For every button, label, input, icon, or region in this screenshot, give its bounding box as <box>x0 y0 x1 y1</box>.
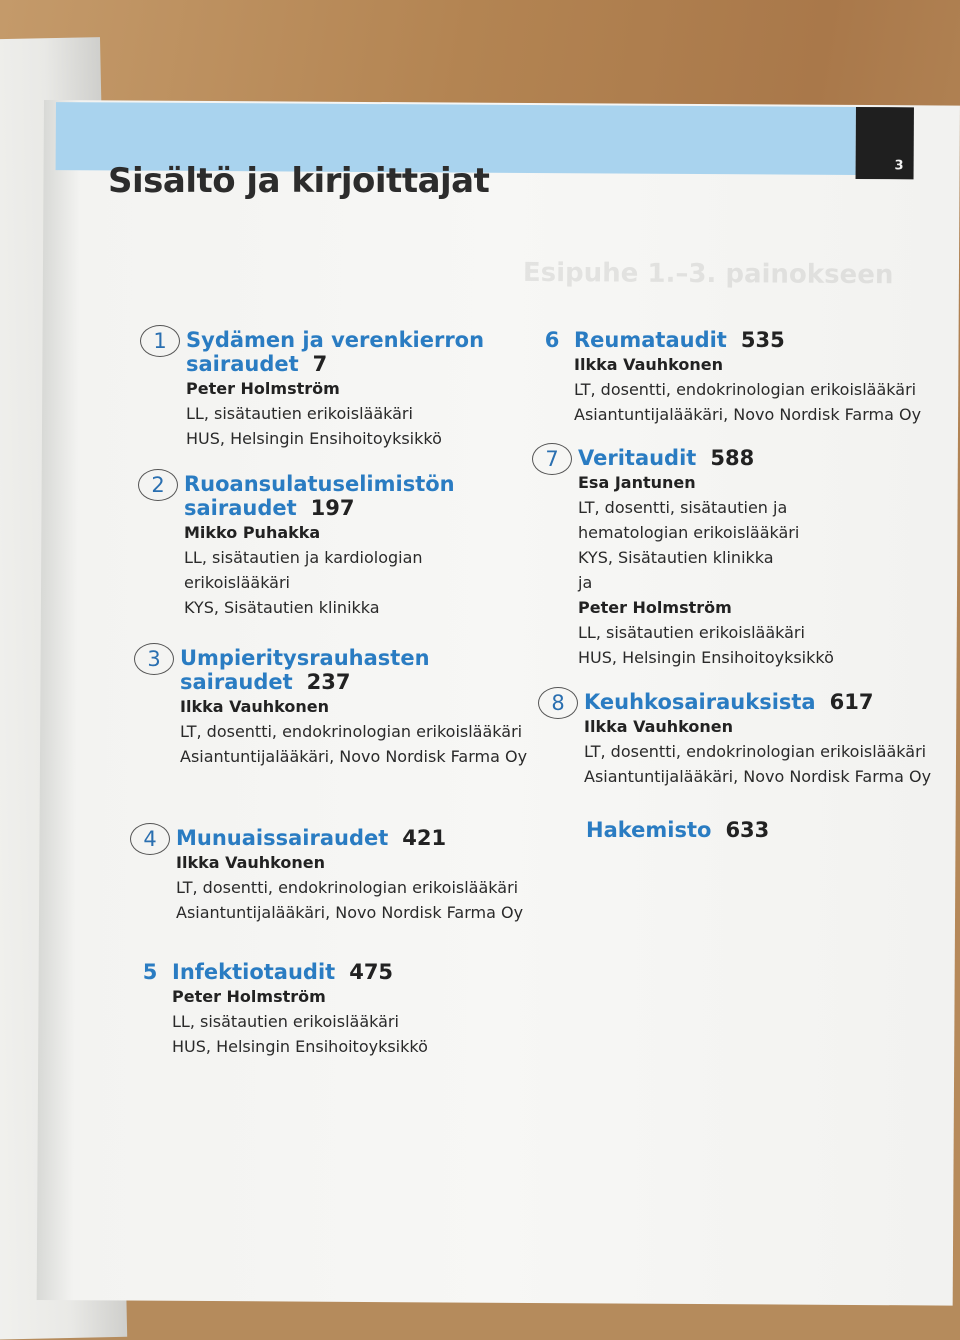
author-affiliation: Asiantuntijalääkäri, Novo Nordisk Farma Oy <box>584 767 932 786</box>
chapter-number: 6 <box>544 328 560 352</box>
author-name: Ilkka Vauhkonen <box>574 355 724 374</box>
toc-entry-1 <box>146 328 506 451</box>
author-affiliation: erikoislääkäri <box>184 573 290 592</box>
author-affiliation: LL, sisätautien ja kardiologian <box>184 548 423 567</box>
toc-entry-6 <box>534 328 934 427</box>
chapter-page-number: 617 <box>829 690 874 714</box>
toc-entry-index <box>546 818 946 842</box>
author-name: Ilkka Vauhkonen <box>176 853 326 872</box>
chapter-number: 8 <box>538 687 578 719</box>
toc-entry-4 <box>136 826 526 925</box>
chapter-title: Umpieritysrauhasten <box>180 646 430 670</box>
author-affiliation: LT, dosentti, endokrinologian erikoislääkäri <box>176 878 519 897</box>
toc-entry-3 <box>140 646 530 769</box>
author-affiliation: Asiantuntijalääkäri, Novo Nordisk Farma Oy <box>176 903 524 922</box>
toc-entry-5 <box>132 960 522 1059</box>
author-affiliation: ja <box>578 573 593 592</box>
author-affiliation: LT, dosentti, endokrinologian erikoislääkäri <box>574 380 917 399</box>
chapter-title: Keuhkosairauksista 617 <box>584 690 874 714</box>
chapter-title: Sydämen ja verenkierron <box>186 328 485 352</box>
author-affiliation: Asiantuntijalääkäri, Novo Nordisk Farma Oy <box>180 747 528 766</box>
author-affiliation: LL, sisätautien erikoislääkäri <box>172 1012 399 1031</box>
chapter-page-number: 475 <box>349 960 394 984</box>
page-number-box <box>856 107 914 179</box>
chapter-title: Veritaudit 588 <box>578 446 755 470</box>
author-affiliation: LL, sisätautien erikoislääkäri <box>186 404 413 423</box>
chapter-page-number: 633 <box>725 818 770 842</box>
toc-entry-7 <box>538 446 938 670</box>
chapter-title: Infektiotaudit 475 <box>172 960 394 984</box>
author-affiliation: KYS, Sisätautien klinikka <box>184 598 380 617</box>
chapter-title: sairaudet 7 <box>186 352 328 376</box>
author-name: Ilkka Vauhkonen <box>584 717 734 736</box>
chapter-number: 3 <box>134 643 174 675</box>
chapter-page-number: 535 <box>740 328 785 352</box>
chapter-number: 1 <box>140 325 180 357</box>
chapter-title: Hakemisto 633 <box>586 818 770 842</box>
author-affiliation: LT, dosentti, endokrinologian erikoislääkäri <box>180 722 523 741</box>
chapter-number: 2 <box>138 469 178 501</box>
chapter-number: 5 <box>142 960 158 984</box>
author-affiliation: Asiantuntijalääkäri, Novo Nordisk Farma Oy <box>574 405 922 424</box>
author-affiliation: HUS, Helsingin Ensihoitoyksikkö <box>578 648 834 667</box>
ghost-heading: Esipuhe 1.–3. painokseen <box>522 257 894 291</box>
author-affiliation: KYS, Sisätautien klinikka <box>578 548 774 567</box>
toc-entry-2 <box>144 472 504 620</box>
chapter-number: 7 <box>532 443 572 475</box>
chapter-page-number: 197 <box>310 496 355 520</box>
author-affiliation: LT, dosentti, sisätautien ja <box>578 498 788 517</box>
author-name: Esa Jantunen <box>578 473 696 492</box>
author-name: Peter Holmström <box>172 987 326 1006</box>
author-affiliation: HUS, Helsingin Ensihoitoyksikkö <box>186 429 442 448</box>
chapter-title: Munuaissairaudet 421 <box>176 826 447 850</box>
chapter-page-number: 7 <box>312 352 328 376</box>
chapter-number: 4 <box>130 823 170 855</box>
author-affiliation: LL, sisätautien erikoislääkäri <box>578 623 805 642</box>
author-name: Peter Holmström <box>186 379 340 398</box>
author-name: Mikko Puhakka <box>184 523 321 542</box>
author-affiliation: hematologian erikoislääkäri <box>578 523 800 542</box>
page-number: 3 <box>894 158 904 174</box>
chapter-page-number: 237 <box>306 670 351 694</box>
toc-entry-8 <box>544 690 944 789</box>
chapter-title: Reumataudit 535 <box>574 328 785 352</box>
chapter-title: Ruoansulatuselimistön <box>184 472 455 496</box>
chapter-title: sairaudet 237 <box>180 670 351 694</box>
author-name: Peter Holmström <box>578 598 732 617</box>
author-name: Ilkka Vauhkonen <box>180 697 330 716</box>
author-affiliation: LT, dosentti, endokrinologian erikoislääkäri <box>584 742 927 761</box>
chapter-page-number: 421 <box>402 826 447 850</box>
chapter-page-number: 588 <box>710 446 755 470</box>
author-affiliation: HUS, Helsingin Ensihoitoyksikkö <box>172 1037 428 1056</box>
page-title: Sisältö ja kirjoittajat <box>108 160 490 201</box>
chapter-title: sairaudet 197 <box>184 496 355 520</box>
